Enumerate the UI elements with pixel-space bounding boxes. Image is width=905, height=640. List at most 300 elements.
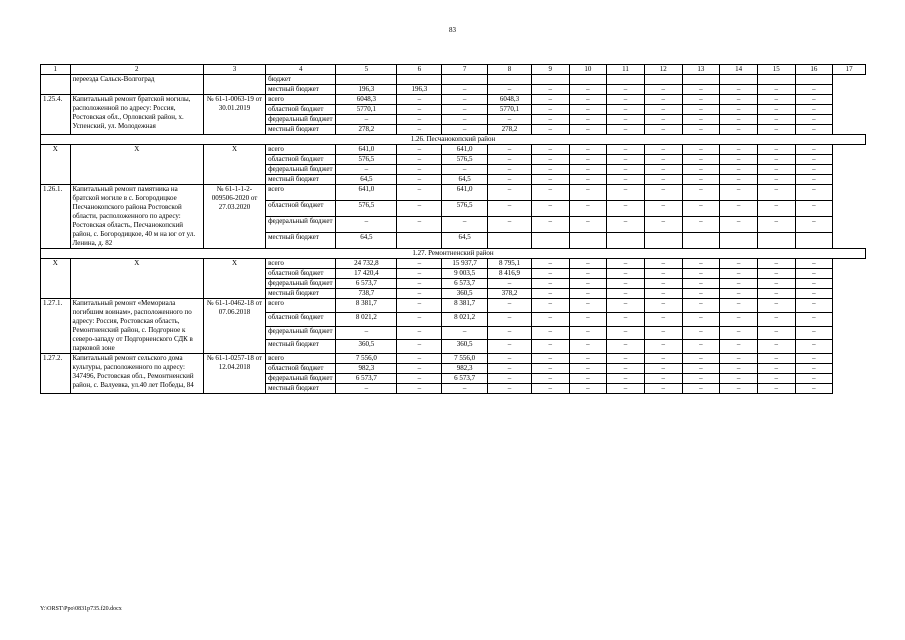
budget-source: местный бюджет xyxy=(266,85,336,95)
column-number: 8 xyxy=(488,65,532,75)
amount-cell: – xyxy=(569,312,607,326)
amount-cell: – xyxy=(757,354,795,364)
budget-source: всего xyxy=(266,299,336,313)
amount-cell: 196,3 xyxy=(336,85,397,95)
amount-cell: – xyxy=(720,374,758,384)
amount-cell: – xyxy=(488,175,532,185)
amount-cell: – xyxy=(682,125,720,135)
amount-cell: – xyxy=(795,326,833,340)
amount-cell: – xyxy=(720,85,758,95)
amount-cell: – xyxy=(531,289,569,299)
amount-cell: – xyxy=(488,384,532,394)
amount-cell: – xyxy=(397,185,442,201)
amount-cell: – xyxy=(720,269,758,279)
amount-cell: – xyxy=(397,340,442,354)
amount-cell: – xyxy=(757,105,795,115)
amount-cell: – xyxy=(720,95,758,105)
budget-source: всего xyxy=(266,354,336,364)
item-number: 1.25.4. xyxy=(41,95,71,135)
amount-cell: – xyxy=(682,165,720,175)
item-number: 1.27.1. xyxy=(41,299,71,354)
amount-cell: – xyxy=(531,326,569,340)
amount-cell: – xyxy=(569,289,607,299)
amount-cell: 64,5 xyxy=(442,233,488,249)
amount-cell: 64,5 xyxy=(336,233,397,249)
amount-cell: – xyxy=(488,364,532,374)
item-document: № 61-1-0257-18 от 12.04.2018 xyxy=(203,354,265,394)
amount-cell: – xyxy=(795,384,833,394)
amount-cell: – xyxy=(607,115,645,125)
column-number: 17 xyxy=(833,65,866,75)
amount-cell: – xyxy=(531,340,569,354)
amount-cell xyxy=(607,75,645,85)
amount-cell: 278,2 xyxy=(336,125,397,135)
amount-cell: – xyxy=(682,279,720,289)
amount-cell: – xyxy=(531,125,569,135)
amount-cell: – xyxy=(720,125,758,135)
amount-cell xyxy=(488,233,532,249)
amount-cell: – xyxy=(644,217,682,233)
amount-cell xyxy=(488,75,532,85)
column-number: 7 xyxy=(442,65,488,75)
budget-source: всего xyxy=(266,95,336,105)
amount-cell: – xyxy=(531,95,569,105)
amount-cell: – xyxy=(757,326,795,340)
amount-cell: – xyxy=(795,185,833,201)
amount-cell: – xyxy=(569,279,607,289)
amount-cell: – xyxy=(682,312,720,326)
amount-cell: 360,5 xyxy=(442,289,488,299)
amount-cell: – xyxy=(442,115,488,125)
amount-cell: – xyxy=(397,175,442,185)
amount-cell: – xyxy=(607,125,645,135)
column-number: 14 xyxy=(720,65,758,75)
column-number: 1 xyxy=(41,65,71,75)
amount-cell xyxy=(569,75,607,85)
amount-cell: – xyxy=(644,105,682,115)
item-document: № 61-1-0063-19 от 30.01.2019 xyxy=(203,95,265,135)
file-path: Y:\ORST\Ppo\0831p735.f20.docx xyxy=(40,606,122,612)
amount-cell: – xyxy=(397,259,442,269)
amount-cell: – xyxy=(757,289,795,299)
budget-source: местный бюджет xyxy=(266,289,336,299)
amount-cell: – xyxy=(569,185,607,201)
amount-cell: 5770,1 xyxy=(336,105,397,115)
amount-cell: 738,7 xyxy=(336,289,397,299)
amount-cell: – xyxy=(569,155,607,165)
amount-cell: – xyxy=(488,299,532,313)
amount-cell: – xyxy=(531,85,569,95)
amount-cell: – xyxy=(644,201,682,217)
amount-cell: – xyxy=(397,289,442,299)
column-number: 3 xyxy=(203,65,265,75)
amount-cell: – xyxy=(442,105,488,115)
amount-cell: – xyxy=(720,279,758,289)
amount-cell: – xyxy=(531,185,569,201)
amount-cell: – xyxy=(607,175,645,185)
amount-cell: – xyxy=(397,201,442,217)
table-row xyxy=(41,75,866,85)
amount-cell: – xyxy=(607,185,645,201)
section-row xyxy=(41,135,866,145)
amount-cell: – xyxy=(757,374,795,384)
amount-cell: – xyxy=(531,115,569,125)
amount-cell: – xyxy=(757,340,795,354)
amount-cell: – xyxy=(720,145,758,155)
amount-cell: – xyxy=(795,165,833,175)
amount-cell: – xyxy=(569,105,607,115)
amount-cell: – xyxy=(569,85,607,95)
item-name: Капитальный ремонт памятника на братской могиле в с. Богородицкое Песчанокопского района Ростовской области, расположенного по адресу: Ростовская область, Песчанокопский район, с. Богородицкое, 40 м на юг от ул. Ленина, д. 82 xyxy=(70,185,203,249)
amount-cell: 641,0 xyxy=(336,145,397,155)
item-name: Капитальный ремонт сельского дома культуры, расположенного по адресу: 347496, Ростовская обл., Ремонтненский район, с. Валуевка, ул.40 лет Победы, 84 xyxy=(70,354,203,394)
amount-cell: 6 573,7 xyxy=(336,374,397,384)
amount-cell: – xyxy=(531,374,569,384)
amount-cell: – xyxy=(488,155,532,165)
amount-cell: – xyxy=(488,326,532,340)
amount-cell: – xyxy=(795,354,833,364)
amount-cell: 196,3 xyxy=(397,85,442,95)
column-number: 16 xyxy=(795,65,833,75)
amount-cell: – xyxy=(795,279,833,289)
amount-cell: 576,5 xyxy=(442,201,488,217)
amount-cell: – xyxy=(682,299,720,313)
item-number: 1.26.1. xyxy=(41,185,71,249)
amount-cell: – xyxy=(644,145,682,155)
amount-cell: – xyxy=(644,279,682,289)
amount-cell: – xyxy=(607,340,645,354)
amount-cell: – xyxy=(644,326,682,340)
amount-cell: 8 021,2 xyxy=(336,312,397,326)
amount-cell: – xyxy=(644,165,682,175)
budget-source: областной бюджет xyxy=(266,312,336,326)
amount-cell: 24 732,8 xyxy=(336,259,397,269)
amount-cell: – xyxy=(569,217,607,233)
amount-cell: – xyxy=(607,259,645,269)
amount-cell: – xyxy=(569,364,607,374)
amount-cell: 6 573,7 xyxy=(336,279,397,289)
budget-source: местный бюджет xyxy=(266,175,336,185)
amount-cell: – xyxy=(757,364,795,374)
amount-cell: – xyxy=(531,312,569,326)
budget-source: областной бюджет xyxy=(266,105,336,115)
amount-cell: – xyxy=(644,312,682,326)
amount-cell: – xyxy=(795,145,833,155)
amount-cell: – xyxy=(644,85,682,95)
column-number: 11 xyxy=(607,65,645,75)
amount-cell xyxy=(531,233,569,249)
amount-cell: – xyxy=(720,354,758,364)
amount-cell: – xyxy=(607,384,645,394)
column-number: 12 xyxy=(644,65,682,75)
item-name: Х xyxy=(70,145,203,185)
amount-cell: – xyxy=(531,269,569,279)
table-row xyxy=(41,185,866,201)
item-number: Х xyxy=(41,145,71,185)
budget-source: местный бюджет xyxy=(266,340,336,354)
page-number: 83 xyxy=(449,26,456,34)
amount-cell: – xyxy=(397,95,442,105)
item-document: № 61-1-0462-18 от 07.06.2018 xyxy=(203,299,265,354)
item-document: Х xyxy=(203,145,265,185)
amount-cell: 378,2 xyxy=(488,289,532,299)
column-number: 13 xyxy=(682,65,720,75)
amount-cell: – xyxy=(757,165,795,175)
budget-source: областной бюджет xyxy=(266,269,336,279)
table-row xyxy=(41,95,866,105)
budget-source: всего xyxy=(266,145,336,155)
amount-cell: – xyxy=(757,115,795,125)
amount-cell: – xyxy=(720,299,758,313)
amount-cell: – xyxy=(795,175,833,185)
amount-cell: 6 573,7 xyxy=(442,374,488,384)
amount-cell xyxy=(795,233,833,249)
amount-cell: 15 937,7 xyxy=(442,259,488,269)
amount-cell: – xyxy=(720,259,758,269)
budget-source: всего xyxy=(266,259,336,269)
amount-cell: – xyxy=(682,326,720,340)
item-number: Х xyxy=(41,259,71,299)
amount-cell xyxy=(531,75,569,85)
amount-cell: – xyxy=(757,95,795,105)
item-name: Х xyxy=(70,259,203,299)
amount-cell: – xyxy=(795,85,833,95)
amount-cell: – xyxy=(644,259,682,269)
amount-cell: – xyxy=(720,105,758,115)
amount-cell: – xyxy=(607,217,645,233)
amount-cell: – xyxy=(720,201,758,217)
amount-cell: – xyxy=(720,175,758,185)
amount-cell: – xyxy=(531,155,569,165)
amount-cell: – xyxy=(569,269,607,279)
amount-cell: – xyxy=(757,279,795,289)
amount-cell: – xyxy=(682,185,720,201)
amount-cell: – xyxy=(607,85,645,95)
amount-cell: – xyxy=(644,125,682,135)
table-row xyxy=(41,145,866,155)
budget-source: всего xyxy=(266,185,336,201)
amount-cell: – xyxy=(569,299,607,313)
amount-cell xyxy=(397,75,442,85)
amount-cell: 5770,1 xyxy=(488,105,532,115)
budget-source: федеральный бюджет xyxy=(266,279,336,289)
amount-cell: – xyxy=(531,279,569,289)
amount-cell xyxy=(644,233,682,249)
amount-cell: 8 381,7 xyxy=(336,299,397,313)
amount-cell: – xyxy=(682,384,720,394)
amount-cell: – xyxy=(682,85,720,95)
amount-cell: – xyxy=(488,145,532,155)
budget-source: федеральный бюджет xyxy=(266,115,336,125)
amount-cell xyxy=(607,233,645,249)
budget-table xyxy=(40,64,866,394)
amount-cell: – xyxy=(607,269,645,279)
column-number: 6 xyxy=(397,65,442,75)
amount-cell xyxy=(757,233,795,249)
amount-cell: – xyxy=(757,175,795,185)
table-row xyxy=(41,259,866,269)
amount-cell: – xyxy=(488,165,532,175)
amount-cell: – xyxy=(644,354,682,364)
amount-cell: – xyxy=(607,374,645,384)
amount-cell xyxy=(720,75,758,85)
amount-cell xyxy=(757,75,795,85)
amount-cell: – xyxy=(397,299,442,313)
amount-cell: – xyxy=(336,115,397,125)
amount-cell: – xyxy=(795,105,833,115)
amount-cell: 6 573,7 xyxy=(442,279,488,289)
amount-cell: – xyxy=(757,125,795,135)
amount-cell: 278,2 xyxy=(488,125,532,135)
amount-cell: – xyxy=(757,201,795,217)
amount-cell xyxy=(682,233,720,249)
amount-cell: – xyxy=(720,289,758,299)
amount-cell: 17 420,4 xyxy=(336,269,397,279)
amount-cell: 576,5 xyxy=(336,155,397,165)
amount-cell: – xyxy=(397,269,442,279)
amount-cell: – xyxy=(488,279,532,289)
amount-cell: – xyxy=(442,165,488,175)
amount-cell: 8 021,2 xyxy=(442,312,488,326)
item-document xyxy=(203,75,265,95)
amount-cell: – xyxy=(720,115,758,125)
amount-cell: – xyxy=(795,259,833,269)
amount-cell: – xyxy=(442,384,488,394)
amount-cell: – xyxy=(720,185,758,201)
amount-cell: – xyxy=(682,354,720,364)
amount-cell: 6048,3 xyxy=(336,95,397,105)
amount-cell: 6048,3 xyxy=(488,95,532,105)
amount-cell: – xyxy=(644,340,682,354)
amount-cell: – xyxy=(644,364,682,374)
amount-cell: – xyxy=(488,312,532,326)
amount-cell: – xyxy=(488,217,532,233)
amount-cell: – xyxy=(569,384,607,394)
amount-cell: – xyxy=(442,85,488,95)
amount-cell: – xyxy=(397,384,442,394)
amount-cell: 7 556,0 xyxy=(336,354,397,364)
item-document: № 61-1-1-2-009506-2020 от 27.03.2020 xyxy=(203,185,265,249)
amount-cell: – xyxy=(682,95,720,105)
amount-cell: – xyxy=(795,155,833,165)
amount-cell: – xyxy=(795,115,833,125)
amount-cell: – xyxy=(569,165,607,175)
amount-cell: – xyxy=(757,312,795,326)
amount-cell: – xyxy=(795,201,833,217)
header-row xyxy=(41,65,866,75)
amount-cell: – xyxy=(720,340,758,354)
amount-cell: – xyxy=(644,269,682,279)
amount-cell: – xyxy=(720,155,758,165)
budget-source: федеральный бюджет xyxy=(266,217,336,233)
amount-cell: – xyxy=(682,259,720,269)
amount-cell: – xyxy=(644,175,682,185)
amount-cell: – xyxy=(336,165,397,175)
budget-source: местный бюджет xyxy=(266,125,336,135)
amount-cell: – xyxy=(488,340,532,354)
amount-cell xyxy=(644,75,682,85)
table-body xyxy=(41,65,866,394)
amount-cell: – xyxy=(682,289,720,299)
amount-cell: 8 416,9 xyxy=(488,269,532,279)
amount-cell: – xyxy=(682,145,720,155)
amount-cell: – xyxy=(757,269,795,279)
amount-cell: – xyxy=(644,115,682,125)
amount-cell: 64,5 xyxy=(442,175,488,185)
amount-cell: 360,5 xyxy=(442,340,488,354)
amount-cell: – xyxy=(795,340,833,354)
amount-cell: – xyxy=(682,364,720,374)
amount-cell: – xyxy=(607,364,645,374)
column-number: 9 xyxy=(531,65,569,75)
amount-cell: – xyxy=(682,201,720,217)
section-title: 1.26. Песчанокопский район xyxy=(41,135,866,145)
amount-cell: – xyxy=(644,374,682,384)
amount-cell: – xyxy=(397,354,442,364)
amount-cell: – xyxy=(607,155,645,165)
amount-cell: – xyxy=(488,374,532,384)
amount-cell: – xyxy=(531,259,569,269)
budget-source: федеральный бюджет xyxy=(266,326,336,340)
amount-cell: 576,5 xyxy=(336,201,397,217)
item-number: 1.27.2. xyxy=(41,354,71,394)
budget-source: областной бюджет xyxy=(266,364,336,374)
amount-cell: – xyxy=(531,165,569,175)
amount-cell: – xyxy=(442,217,488,233)
amount-cell: – xyxy=(569,175,607,185)
amount-cell: – xyxy=(607,289,645,299)
amount-cell: 9 003,5 xyxy=(442,269,488,279)
amount-cell: – xyxy=(531,384,569,394)
amount-cell: – xyxy=(644,289,682,299)
amount-cell: – xyxy=(569,259,607,269)
amount-cell xyxy=(682,75,720,85)
item-document: Х xyxy=(203,259,265,299)
amount-cell: – xyxy=(397,326,442,340)
budget-source: бюджет xyxy=(266,75,336,85)
amount-cell: – xyxy=(795,374,833,384)
amount-cell: – xyxy=(397,364,442,374)
amount-cell: – xyxy=(488,115,532,125)
amount-cell: 576,5 xyxy=(442,155,488,165)
amount-cell: – xyxy=(569,201,607,217)
budget-source: местный бюджет xyxy=(266,384,336,394)
amount-cell xyxy=(336,75,397,85)
amount-cell: – xyxy=(531,364,569,374)
amount-cell: – xyxy=(644,185,682,201)
amount-cell: – xyxy=(442,125,488,135)
amount-cell xyxy=(795,75,833,85)
section-title: 1.27. Ремонтненский район xyxy=(41,249,866,259)
amount-cell: – xyxy=(682,374,720,384)
amount-cell: – xyxy=(397,279,442,289)
amount-cell: – xyxy=(531,299,569,313)
amount-cell: – xyxy=(442,326,488,340)
budget-source: федеральный бюджет xyxy=(266,165,336,175)
amount-cell: – xyxy=(757,217,795,233)
amount-cell: – xyxy=(397,312,442,326)
amount-cell: – xyxy=(607,201,645,217)
amount-cell: – xyxy=(682,105,720,115)
amount-cell: – xyxy=(569,326,607,340)
item-name: Капитальный ремонт «Мемориала погибшим воинам», расположенного по адресу: Россия, Ростовская область, Ремонтненский район, с. Подгорное к северо-западу от Подгорненского СДК в парковой зоне xyxy=(70,299,203,354)
amount-cell: – xyxy=(682,115,720,125)
amount-cell: – xyxy=(644,299,682,313)
amount-cell: 8 381,7 xyxy=(442,299,488,313)
amount-cell: – xyxy=(336,384,397,394)
amount-cell: – xyxy=(644,95,682,105)
amount-cell: – xyxy=(531,175,569,185)
